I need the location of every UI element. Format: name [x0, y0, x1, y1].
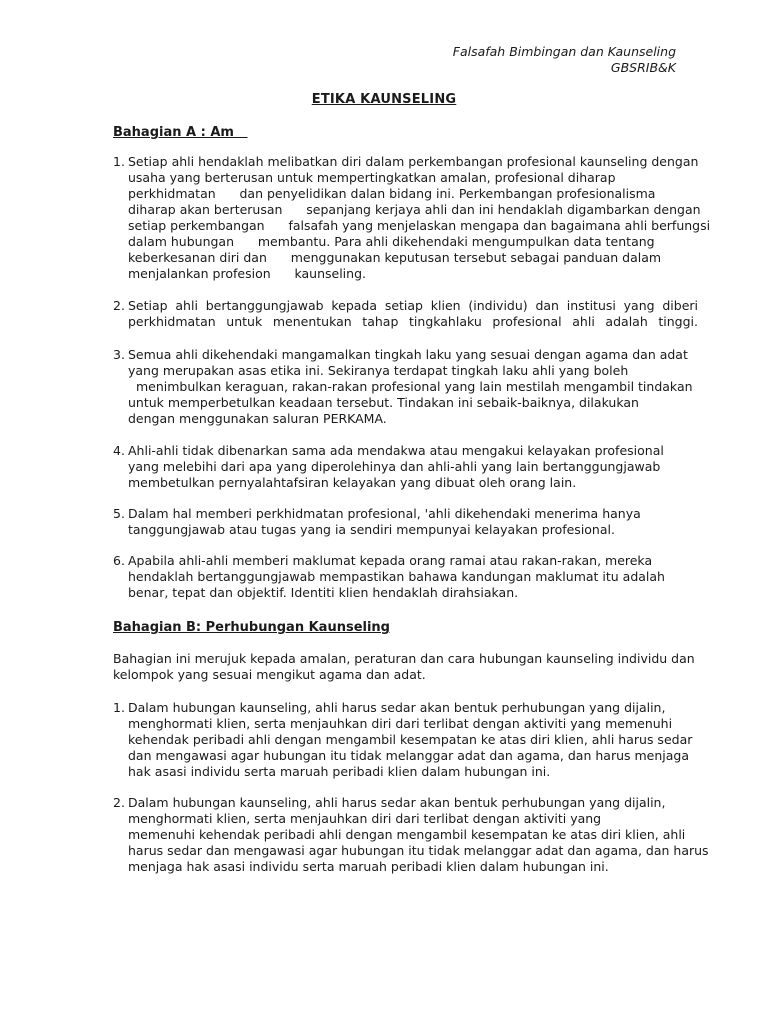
item-line: dengan menggunakan saluran PERKAMA.	[128, 411, 387, 426]
item-line: hak asasi individu serta maruah peribadi klien dalam hubungan ini.	[128, 764, 551, 779]
item-number: 1.	[113, 700, 125, 715]
running-header	[453, 44, 676, 76]
section-a-item-2	[113, 298, 698, 330]
item-line: tanggungjawab atau tugas yang ia sendiri mempunyai kelayakan profesional.	[128, 522, 615, 537]
section-a-item-4	[113, 443, 698, 491]
item-line: usaha yang berterusan untuk mempertingkatkan amalan, profesional diharap	[128, 170, 616, 185]
section-a-item-6	[113, 553, 698, 601]
item-line: diharap akan berterusan sepanjang kerjaya ahli dan ini hendaklah digambarkan dengan	[128, 202, 701, 217]
intro-line: Bahagian ini merujuk kepada amalan, peraturan dan cara hubungan kaunseling individu dan	[113, 651, 695, 666]
section-b-item-2	[113, 795, 709, 875]
item-line: setiap perkembangan falsafah yang menjelaskan mengapa dan bagaimana ahli berfungsi	[128, 218, 711, 233]
item-line: yang melebihi dari apa yang diperolehinya dan ahli-ahli yang lain bertanggungjawab	[128, 459, 661, 474]
item-line: keberkesanan diri dan menggunakan keputusan tersebut sebagai panduan dalam	[128, 250, 662, 265]
item-line: kehendak peribadi ahli dengan mengambil kesempatan ke atas diri klien, ahli harus sedar	[128, 732, 693, 747]
item-line: perkhidmatan dan penyelidikan dalan bidang ini. Perkembangan profesionalisma	[128, 186, 656, 201]
item-line: menimbulkan keraguan, rakan-rakan profesional yang lain mestilah mengambil tindakan	[128, 379, 693, 394]
item-line: dalam hubungan membantu. Para ahli dikehendaki mengumpulkan data tentang	[128, 234, 655, 249]
section-b-intro	[113, 651, 698, 683]
item-line: menghormati klien, serta menjauhkan diri dari terlibat dengan aktiviti yang memenuhi	[128, 716, 673, 731]
intro-line: kelompok yang sesuai mengikut agama dan adat.	[113, 667, 426, 682]
item-number: 3.	[113, 347, 125, 362]
item-number: 2.	[113, 298, 125, 313]
item-number: 4.	[113, 443, 125, 458]
item-line: dan mengawasi agar hubungan itu tidak melanggar adat dan agama, dan harus menjaga	[128, 748, 690, 763]
item-line: yang merupakan asas etika ini. Sekiranya terdapat tingkah laku ahli yang boleh	[128, 363, 629, 378]
section-a-item-5	[113, 506, 698, 538]
item-number: 5.	[113, 506, 125, 521]
item-line: untuk memperbetulkan keadaan tersebut. Tindakan ini sebaik-baiknya, dilakukan	[128, 395, 639, 410]
item-number: 2.	[113, 795, 125, 810]
page-title: ETIKA KAUNSELING	[311, 92, 457, 107]
item-line: Dalam hubungan kaunseling, ahli harus sedar akan bentuk perhubungan yang dijalin,	[128, 700, 666, 715]
item-line: Semua ahli dikehendaki mangamalkan tingkah laku yang sesuai dengan agama dan adat	[128, 347, 688, 362]
item-line: Dalam hubungan kaunseling, ahli harus sedar akan bentuk perhubungan yang dijalin,	[128, 795, 666, 810]
section-a-item-3	[113, 347, 698, 427]
item-line: membetulkan pernyalahtafsiran kelayakan yang dibuat oleh orang lain.	[128, 475, 577, 490]
item-line: Setiap ahli hendaklah melibatkan diri dalam perkembangan profesional kaunseling dengan	[128, 154, 699, 169]
item-line: Dalam hal memberi perkhidmatan profesional, 'ahli dikehendaki menerima hanya	[128, 506, 641, 521]
item-line: memenuhi kehendak peribadi ahli dengan mengambil kesempatan ke atas diri klien, ahli	[128, 827, 686, 842]
item-line: benar, tepat dan objektif. Identiti klien hendaklah dirahsiakan.	[128, 585, 519, 600]
item-line: Ahli-ahli tidak dibenarkan sama ada mendakwa atau mengakui kelayakan profesional	[128, 443, 664, 458]
item-line: harus sedar dan mengawasi agar hubungan itu tidak melanggar adat dan agama, dan harus	[128, 843, 709, 858]
section-b-item-1	[113, 700, 698, 780]
item-line: menjaga hak asasi individu serta maruah peribadi klien dalam hubungan ini.	[128, 859, 609, 874]
item-number: 6.	[113, 553, 125, 568]
item-line: menghormati klien, serta menjauhkan diri dari terlibat dengan aktiviti yang	[128, 811, 602, 826]
item-number: 1.	[113, 154, 125, 169]
item-line: menjalankan profesion kaunseling.	[128, 266, 366, 281]
header-course-code: GBSRIB&K	[610, 60, 676, 75]
header-course-title: Falsafah Bimbingan dan Kaunseling	[452, 44, 676, 59]
item-line: perkhidmatan untuk menentukan tahap tingkahlaku profesional ahli adalah tinggi.	[128, 314, 698, 329]
item-line: Apabila ahli-ahli memberi maklumat kepada orang ramai atau rakan-rakan, mereka	[128, 553, 653, 568]
section-b-heading: Bahagian B: Perhubungan Kaunseling	[113, 620, 390, 635]
item-line: hendaklah bertanggungjawab mempastikan bahawa kandungan maklumat itu adalah	[128, 569, 665, 584]
item-line: Setiap ahli bertanggungjawab kepada setiap klien (individu) dan institusi yang diberi	[128, 298, 698, 313]
section-a-heading: Bahagian A : Am	[113, 125, 248, 140]
section-a-item-1	[113, 154, 711, 282]
